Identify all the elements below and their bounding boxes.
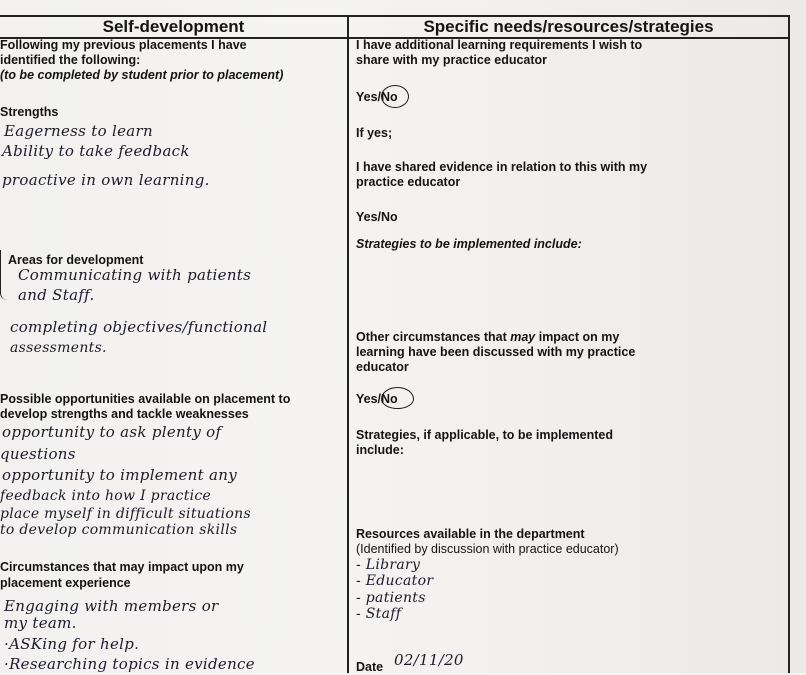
q2-line-1: I have shared evidence in relation to this with my (356, 160, 648, 174)
opportunity-entry: to develop communication skills (0, 522, 238, 538)
strength-entry: proactive in own learning. (2, 171, 210, 189)
strategies-2-line-1: Strategies, if applicable, to be implemented (356, 428, 614, 442)
other-circumstances-line-2: learning have been discussed with my practice (356, 345, 636, 359)
yes-no-1: Yes/No (356, 90, 398, 104)
circumstance-entry: ·ASKing for help. (4, 635, 140, 653)
strategies-2-line-2: include: (356, 443, 404, 457)
date-label: Date (356, 660, 384, 674)
other-circumstances-line-3: educator (356, 360, 409, 374)
strengths-heading: Strengths (0, 105, 59, 119)
area-entry: and Staff. (18, 286, 95, 304)
strength-entry: Eagerness to learn (4, 122, 153, 140)
areas-heading: Areas for development (8, 253, 144, 267)
resource-entry: - Library (356, 557, 421, 573)
no-circled-mark (381, 387, 414, 409)
resources-note: (Identified by discussion with practice educator) (356, 542, 619, 556)
resource-entry: - Educator (356, 573, 434, 589)
circumstances-heading-2: placement experience (0, 576, 131, 590)
yes-no-3: Yes/No (356, 392, 398, 406)
self-development-header: Self-development (102, 17, 245, 36)
strategies-1: Strategies to be implemented include: (356, 237, 582, 251)
circumstances-heading-1: Circumstances that may impact upon my (0, 560, 244, 574)
q1-line-2: share with my practice educator (356, 53, 548, 67)
intro-note: (to be completed by student prior to placement) (0, 68, 284, 82)
opportunity-entry: questions (0, 445, 76, 463)
area-entry: assessments. (10, 340, 107, 356)
yes-no-2: Yes/No (356, 210, 398, 224)
resources-heading: Resources available in the department (356, 527, 585, 541)
circumstance-entry: Engaging with members or (4, 597, 219, 615)
opportunity-entry: opportunity to implement any (2, 466, 238, 484)
no-circled-mark (381, 85, 409, 108)
intro-line-1: Following my previous placements I have (0, 38, 247, 52)
opportunities-heading-1: Possible opportunities available on placement to (0, 392, 291, 406)
opportunities-heading-2: develop strengths and tackle weaknesses (0, 407, 249, 421)
column-divider (347, 15, 349, 673)
specific-needs-header: Specific needs/resources/strategies (423, 17, 714, 36)
area-entry: completing objectives/functional (10, 318, 268, 336)
circumstance-entry: ·Researching topics in evidence (4, 655, 255, 673)
q1-line-1: I have additional learning requirements I wish to (356, 38, 643, 52)
opportunity-entry: feedback into how I practice (0, 488, 212, 504)
if-yes-label: If yes; (356, 126, 393, 140)
opportunity-entry: place myself in difficult situations (0, 506, 251, 522)
other-circumstances-line-1: Other circumstances that may impact on my (356, 330, 620, 344)
intro-line-2: identified the following: (0, 53, 141, 67)
opportunity-entry: opportunity to ask plenty of (2, 423, 222, 441)
circumstance-entry: my team. (4, 614, 77, 632)
strength-entry: Ability to take feedback (2, 142, 190, 160)
q2-line-2: practice educator (356, 175, 461, 189)
area-entry: Communicating with patients (18, 266, 252, 284)
pencil-bracket-mark (0, 250, 7, 300)
table-right-border (788, 15, 790, 673)
resource-entry: - patients (356, 590, 426, 606)
date-value: 02/11/20 (394, 651, 464, 669)
resource-entry: - Staff (356, 606, 402, 622)
